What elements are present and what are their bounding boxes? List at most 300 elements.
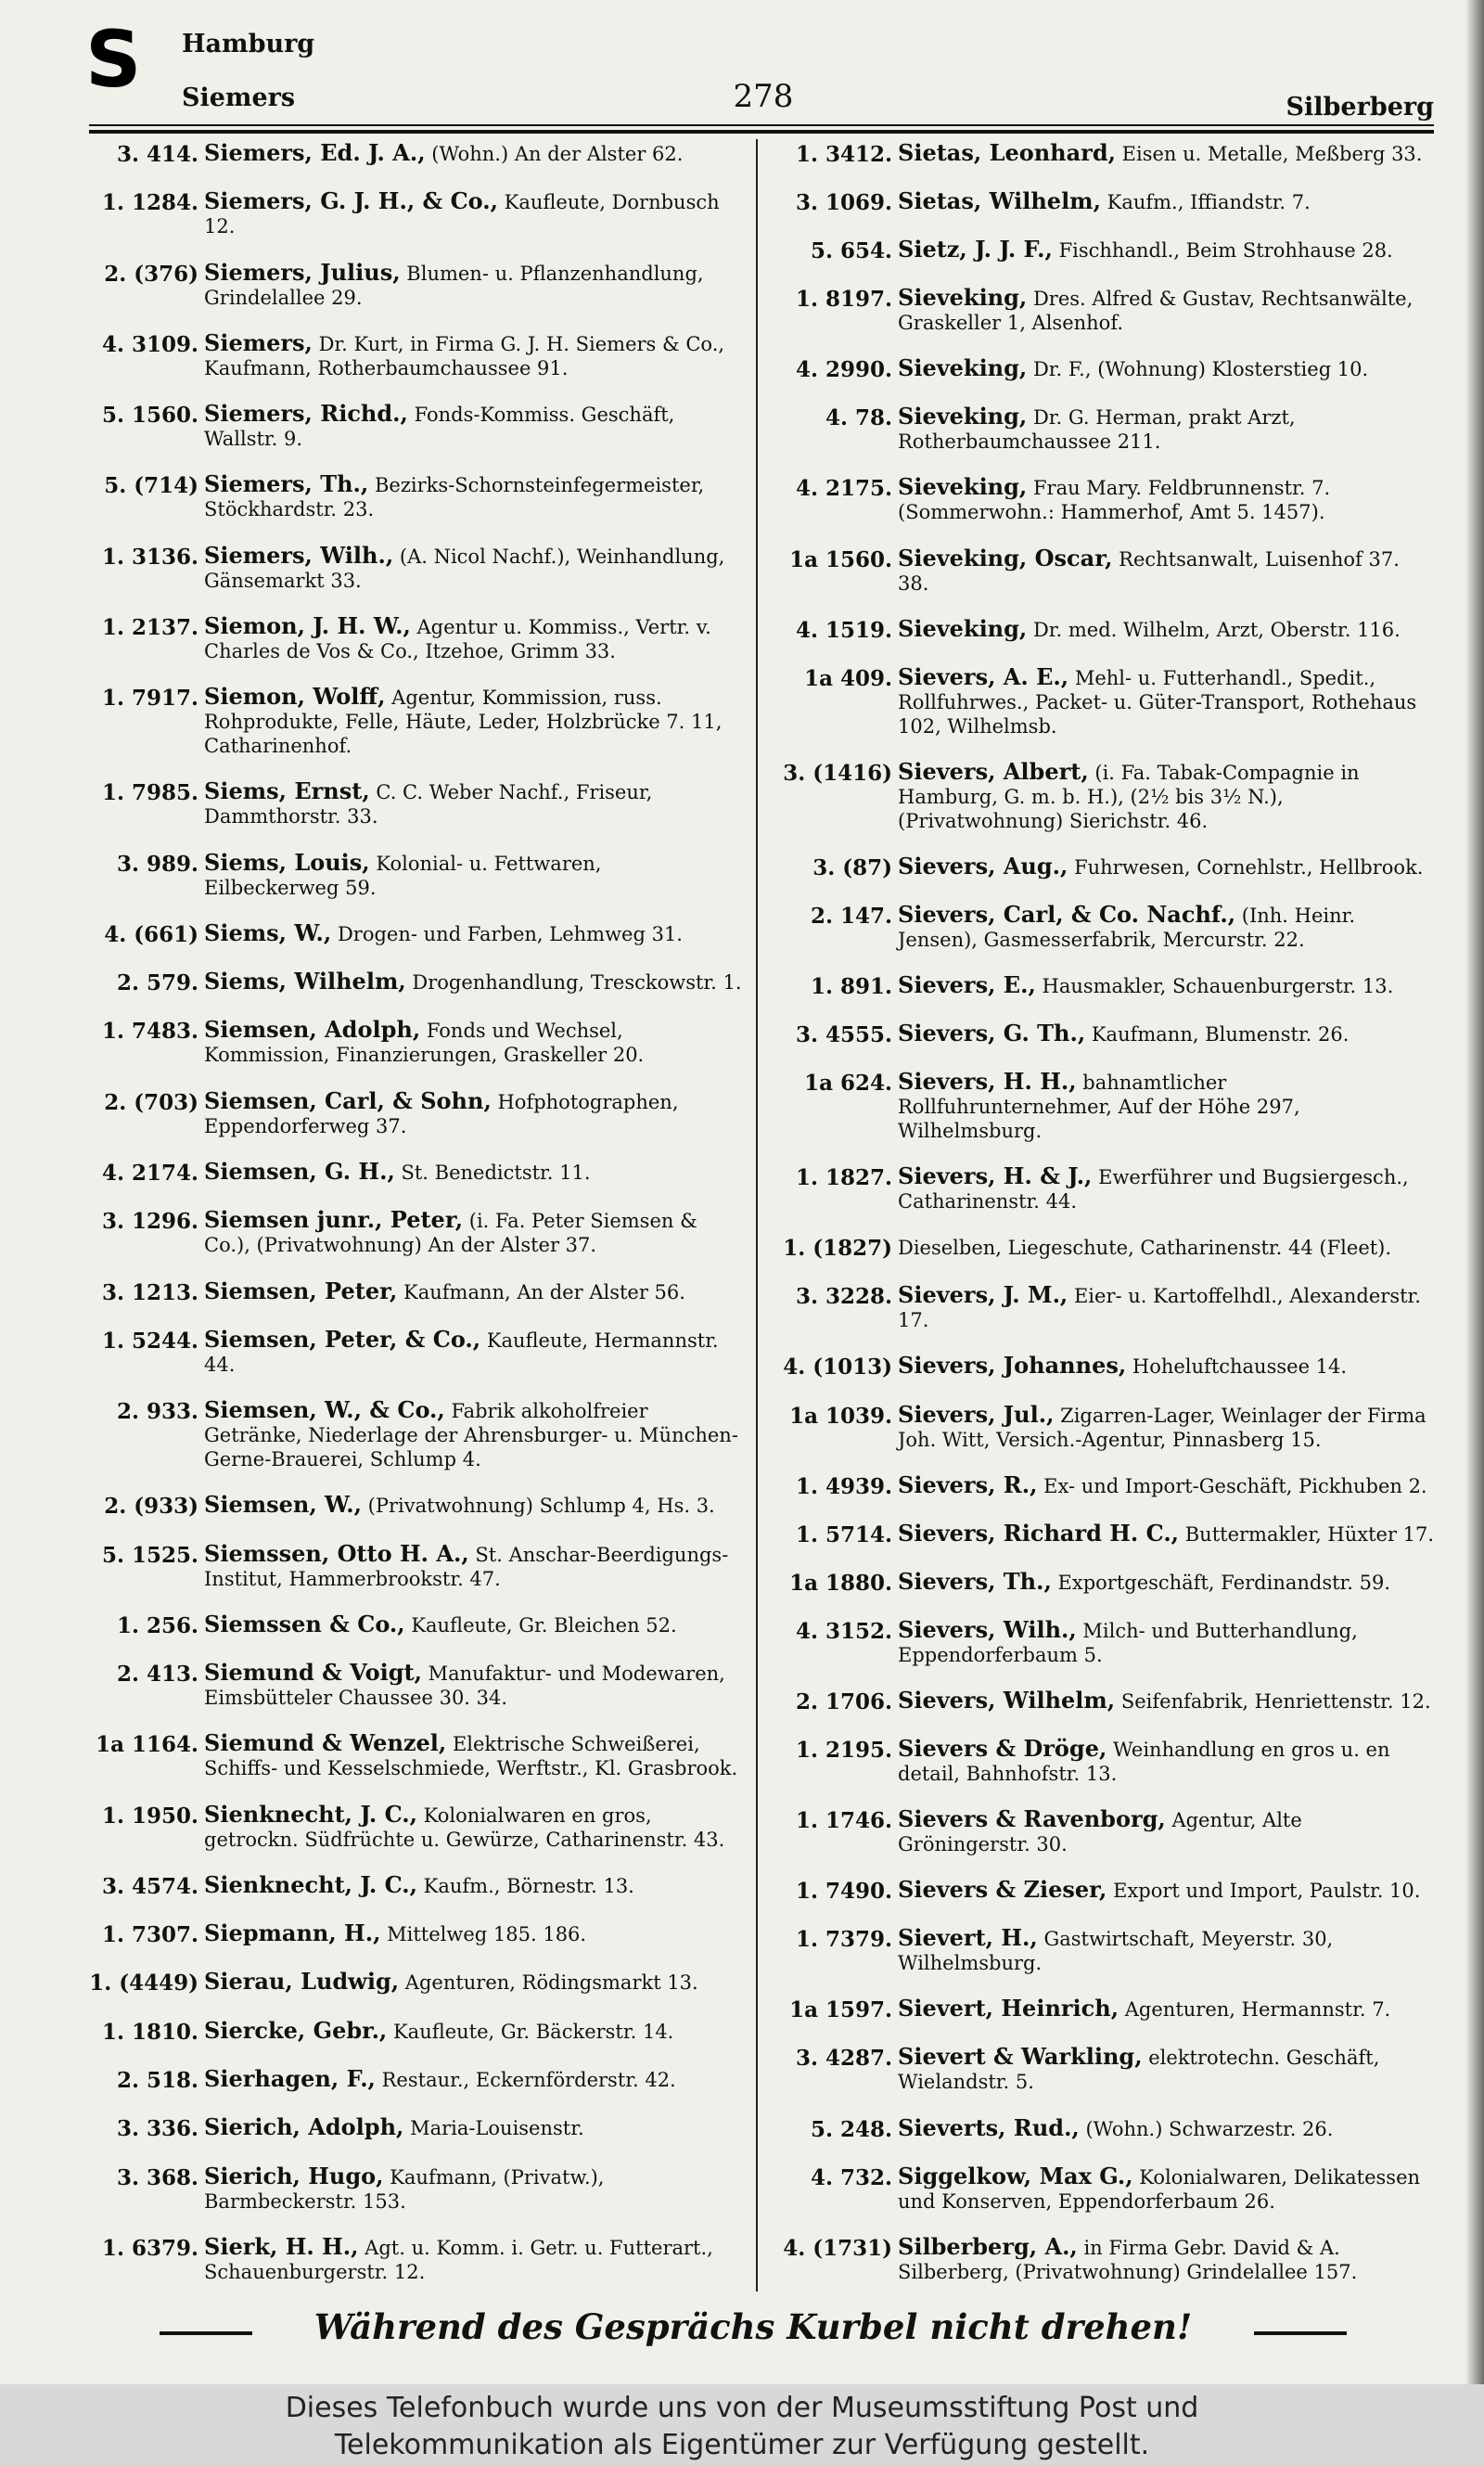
phone-number: 1. 7490. (795, 1879, 892, 1905)
phone-number: 2. (376) (104, 261, 198, 287)
phone-number: 1a 1164. (96, 1732, 198, 1758)
entry-text (898, 854, 1436, 879)
directory-entry (779, 1567, 1436, 1597)
directory-entry (779, 238, 1436, 264)
directory-entry (779, 614, 1436, 644)
phone-number: 1. 1827. (795, 1165, 892, 1191)
phone-number: 4. 1519. (795, 617, 892, 643)
column-divider (756, 139, 758, 2292)
entry-text (898, 1021, 1436, 1046)
subscriber-details: Fuhrwesen, Cornehlstr., Hellbrook. (1074, 855, 1424, 879)
credit-line-2: Telekommunikation als Eigentümer zur Verfügung gestellt. (334, 2429, 1150, 2461)
directory-entry (85, 2016, 742, 2046)
subscriber-name: Siemon, Wolff, (204, 683, 386, 711)
subscriber-name: Siemers, Th., (204, 470, 369, 498)
phone-number: 1a 1597. (789, 1997, 892, 2023)
subscriber-details: Kolonial- u. Fettwaren, Eilbeckerweg 59. (204, 852, 602, 899)
phone-number: 1. 5714. (795, 1521, 892, 1547)
subscriber-name: Siemsen, G. H., (204, 1157, 395, 1185)
entry-text (204, 1018, 742, 1067)
subscriber-details: Drogenhandlung, Tresckowstr. 1. (412, 971, 742, 995)
entry-text (898, 1996, 1436, 2022)
subscriber-details: Kolonialwaren, Delikatessen und Konserven, Eppendorferbaum 26. (898, 2165, 1421, 2213)
entry-text (898, 973, 1436, 998)
subscriber-name: Sievert, H., (898, 1924, 1038, 1952)
entry-text (898, 1470, 1436, 1498)
phone-number: 4. 732. (810, 2164, 892, 2190)
directory-entry (85, 1539, 742, 1591)
entry-text (898, 1567, 1436, 1595)
subscriber-details: (Wohn.) An der Alster 62. (431, 143, 684, 165)
entry-text (204, 1921, 742, 1946)
phone-number: 1. 891. (810, 974, 892, 1000)
page-edge-shadow (1465, 0, 1484, 2384)
entry-text (204, 189, 742, 238)
phone-number: 1. 4939. (795, 1473, 892, 1499)
subscriber-details: Seifenfabrik, Henriettenstr. 12. (1120, 1689, 1431, 1713)
subscriber-details: Kaufm., Börnestr. 13. (423, 1874, 634, 1897)
subscriber-name: Siems, Wilhelm, (204, 968, 406, 995)
entry-text (204, 611, 742, 663)
entry-text (898, 2164, 1436, 2214)
entry-text (898, 1164, 1436, 1213)
subscriber-name: Siemers, Richd., (204, 400, 408, 428)
subscriber-details: Milch- und Butterhandlung, Eppendorferbaum 5. (898, 1619, 1358, 1666)
phone-number: 2. 1706. (795, 1688, 892, 1714)
phone-number: 3. 368. (116, 2164, 198, 2190)
subscriber-details: St. Benedictstr. 11. (401, 1161, 591, 1184)
header-rule (89, 124, 1434, 126)
phone-number: 1a 1039. (789, 1403, 892, 1429)
subscriber-details: Rechtsanwalt, Luisenhof 37. 38. (898, 547, 1400, 595)
header-last-name: Silberberg (1286, 93, 1434, 122)
phone-number: 3. (1416) (783, 760, 892, 786)
phone-number: 3. 989. (116, 851, 198, 877)
entry-text (898, 286, 1436, 335)
subscriber-name: Siemsen, Peter, (204, 1277, 398, 1304)
entry-text (204, 918, 742, 946)
entry-text (898, 614, 1436, 642)
phone-number: 1a 409. (804, 665, 892, 691)
directory-entry (85, 1398, 742, 1471)
subscriber-name: Sievers & Zieser, (898, 1876, 1107, 1904)
entry-text (898, 1235, 1436, 1260)
subscriber-details: Kaufmann, (Privatw.), Barmbeckerstr. 153. (204, 2165, 605, 2213)
subscriber-name: Siemers, G. J. H., & Co., (204, 187, 498, 215)
subscriber-name: Sievers, R., (898, 1470, 1038, 1498)
subscriber-details: Gastwirtschaft, Meyerstr. 30, Wilhelmsburg. (898, 1928, 1334, 1975)
subscriber-name: Sieveking, Oscar, (898, 544, 1113, 571)
entry-text (898, 662, 1436, 738)
subscriber-details: Fischhandl., Beim Strohhause 28. (1058, 239, 1393, 263)
directory-entry (779, 662, 1436, 738)
phone-number: 3. 1296. (101, 1209, 198, 1235)
footer-slogan: Während des Gesprächs Kurbel nicht drehen! (313, 2306, 1193, 2347)
entry-text (898, 757, 1436, 833)
subscriber-name: Sietas, Wilhelm, (898, 187, 1101, 215)
subscriber-name: Sievers, Richard H. C., (898, 1519, 1180, 1547)
phone-number: 1. 7307. (101, 1922, 198, 1948)
subscriber-name: Sieveking, (898, 284, 1028, 312)
phone-number: 1. 3136. (101, 544, 198, 570)
subscriber-details: Exportgeschäft, Ferdinandstr. 59. (1057, 1571, 1391, 1594)
subscriber-details: elektrotechn. Geschäft, Wielandstr. 5. (898, 2047, 1380, 2094)
phone-number: 4. (1013) (783, 1354, 892, 1380)
subscriber-details: Agentur u. Kommiss., Vertr. v. Charles de Vos & Co., Itzehoe, Grimm 33. (204, 615, 711, 662)
directory-entry (779, 286, 1436, 335)
subscriber-details: (Privatwohnung) Schlump 4, Hs. 3. (367, 1495, 715, 1518)
directory-entry (779, 475, 1436, 524)
subscriber-name: Siemssen, Otto H. A., (204, 1539, 469, 1567)
directory-entry (85, 1493, 742, 1520)
subscriber-name: Sierau, Ludwig, (204, 1968, 400, 1996)
subscriber-name: Sievert & Warkling, (898, 2043, 1143, 2071)
entry-text (898, 1070, 1436, 1143)
phone-number: 4. (661) (104, 921, 198, 947)
entry-text (204, 1539, 742, 1591)
subscriber-name: Siemon, J. H. W., (204, 611, 411, 639)
phone-number: 5. (714) (104, 473, 198, 499)
subscriber-name: Sievers, H. & J., (898, 1162, 1093, 1190)
subscriber-name: Sievers, Wilh., (898, 1615, 1077, 1643)
subscriber-details: Agentur, Kommission, russ. Rohprodukte, Felle, Häute, Leder, Holzbrücke 7. 11, Catharinenhof. (204, 687, 723, 758)
entry-text (204, 541, 742, 593)
directory-entry (85, 611, 742, 663)
subscriber-name: Siemssen & Co., (204, 1610, 405, 1637)
phone-number: 5. 1525. (101, 1542, 198, 1568)
subscriber-details: Dr. G. Herman, prakt Arzt, Rotherbaumchaussee 211. (898, 406, 1296, 454)
subscriber-name: Sievers & Ravenborg, (898, 1805, 1166, 1833)
subscriber-name: Siemsen, W., (204, 1491, 362, 1519)
subscriber-name: Siercke, Gebr., (204, 2016, 388, 2044)
directory-entry (85, 1970, 742, 1996)
directory-entry (779, 1521, 1436, 1548)
subscriber-name: Siemers, Julius, (204, 258, 401, 286)
subscriber-details: Ewerführer und Bugsiergesch., Catharinenstr. 44. (898, 1166, 1409, 1213)
phone-number: 1. 7483. (101, 1019, 198, 1045)
entry-text (898, 141, 1436, 166)
subscriber-details: Mittelweg 185. 186. (387, 1923, 587, 1946)
phone-number: 1. 8197. (795, 287, 892, 313)
directory-entry (779, 1283, 1436, 1332)
directory-entry (85, 2232, 742, 2284)
phone-number: 3. (87) (812, 854, 892, 880)
subscriber-name: Siems, Louis, (204, 848, 370, 876)
subscriber-name: Sieveking, (898, 403, 1028, 430)
directory-entry (85, 1279, 742, 1306)
subscriber-name: Sienknecht, J. C., (204, 1870, 417, 1898)
entry-text (204, 1870, 742, 1898)
entry-text (898, 1521, 1436, 1547)
entry-text (204, 328, 742, 380)
subscriber-name: Sieverts, Rud., (898, 2113, 1080, 2141)
subscriber-details: Agt. u. Komm. i. Getr. u. Futterart., Schauenburgerstr. 12. (204, 2236, 713, 2283)
entry-text (204, 2115, 742, 2140)
subscriber-details: Zigarren-Lager, Weinlager der Firma Joh. Witt, Versich.-Agentur, Pinnasberg 15. (898, 1404, 1426, 1451)
subscriber-details: Blumen- u. Pflanzenhandlung, Grindelallee 29. (204, 262, 704, 309)
subscriber-name: Silberberg, A., (898, 2232, 1078, 2260)
directory-entry (85, 1325, 742, 1377)
directory-entry (85, 2115, 742, 2142)
subscriber-name: Sievers, E., (898, 971, 1036, 999)
directory-entry (779, 1878, 1436, 1905)
subscriber-name: Siemsen, Adolph, (204, 1016, 421, 1044)
subscriber-details: Restaur., Eckernförderstr. 42. (381, 2068, 676, 2091)
subscriber-details: Fonds-Kommiss. Geschäft, Wallstr. 9. (204, 404, 675, 451)
header-city: Hamburg (182, 30, 315, 58)
subscriber-details: Kaufleute, Hermannstr. 44. (204, 1329, 719, 1376)
subscriber-details: Eier- u. Kartoffelhdl., Alexanderstr. 17. (898, 1285, 1421, 1332)
subscriber-name: Siemund & Wenzel, (204, 1729, 447, 1757)
subscriber-details: Agenturen, Hermannstr. 7. (1124, 1998, 1391, 2022)
subscriber-name: Siemers, (204, 328, 313, 356)
subscriber-name: Sievers, J. M., (898, 1281, 1068, 1309)
entry-text (204, 1157, 742, 1185)
phone-number: 4. 2990. (795, 357, 892, 383)
subscriber-name: Sierich, Adolph, (204, 2113, 404, 2141)
phone-number: 1. 1950. (101, 1803, 198, 1829)
subscriber-name: Siemers, Ed. J. A., (204, 139, 426, 166)
directory-entry (85, 189, 742, 238)
phone-number: 4. 2175. (795, 476, 892, 502)
subscriber-details: Kaufm., Iffiandstr. 7. (1107, 191, 1311, 214)
directory-entry (779, 2164, 1436, 2214)
directory-entry (85, 1921, 742, 1948)
subscriber-name: Sievers, G. Th., (898, 1020, 1086, 1047)
directory-entry (85, 848, 742, 900)
phone-number: 1. (4449) (89, 1971, 198, 1996)
subscriber-details: (A. Nicol Nachf.), Weinhandlung, Gänsemarkt 33. (204, 545, 725, 592)
subscriber-name: Siemers, Wilh., (204, 541, 394, 569)
phone-number: 5. 1560. (101, 403, 198, 429)
phone-number: 1. 7985. (101, 780, 198, 806)
entry-text (898, 356, 1436, 381)
phone-number: 4. 2174. (101, 1160, 198, 1186)
subscriber-name: Sierhagen, F., (204, 2064, 376, 2092)
subscriber-details: Frau Mary. Feldbrunnenstr. 7. (Sommerwohn.: Hammerhof, Amt 5. 1457). (898, 477, 1331, 524)
entry-text (204, 1612, 742, 1637)
entry-text (204, 1208, 742, 1257)
subscriber-name: Sievers, Carl, & Co. Nachf., (898, 900, 1236, 928)
phone-number: 1. 2195. (795, 1738, 892, 1764)
subscriber-name: Siems, W., (204, 918, 332, 946)
entry-text (204, 1731, 742, 1780)
subscriber-name: Sievers, Wilhelm, (898, 1686, 1116, 1714)
entry-text (898, 404, 1436, 454)
directory-entry (85, 1731, 742, 1780)
phone-number: 1. 7917. (101, 686, 198, 712)
entry-text (898, 2113, 1436, 2141)
subscriber-name: Sietz, J. J. F., (898, 236, 1053, 263)
subscriber-details: Agentur, Alte Gröningerstr. 30. (898, 1809, 1302, 1856)
subscriber-details: Hausmakler, Schauenburgerstr. 13. (1042, 975, 1394, 998)
directory-entry (779, 1070, 1436, 1143)
directory-entry (779, 546, 1436, 596)
subscriber-name: Siggelkow, Max G., (898, 2162, 1133, 2189)
subscriber-name: Sievers & Dröge, (898, 1735, 1107, 1763)
entry-text (204, 779, 742, 828)
directory-entry (85, 1661, 742, 1710)
phone-number: 3. 4555. (795, 1022, 892, 1048)
directory-entry (85, 1157, 742, 1187)
directory-entry (779, 404, 1436, 454)
directory-entry (85, 1800, 742, 1852)
entry-text (204, 1279, 742, 1304)
phone-number: 1. 1746. (795, 1808, 892, 1834)
entry-text (204, 685, 742, 758)
subscriber-name: Sievers, Johannes, (898, 1352, 1127, 1380)
subscriber-details: Mehl- u. Futterhandl., Spedit., Rollfuhrwes., Packet- u. Güter-Transport, Rothehaus 102, Wilhelmsb. (898, 666, 1417, 738)
directory-entry (779, 2113, 1436, 2143)
phone-number: 1. 5244. (101, 1328, 198, 1354)
subscriber-details: Kaufleute, Gr. Bäckerstr. 14. (392, 2020, 674, 2043)
entry-text (898, 475, 1436, 524)
phone-number: 3. 414. (116, 142, 198, 167)
subscriber-name: Sievert, Heinrich, (898, 1995, 1119, 2022)
directory-entry (779, 1021, 1436, 1048)
entry-text (204, 1800, 742, 1852)
subscriber-name: Sievers, H. H., (898, 1068, 1077, 1096)
directory-entry (779, 1926, 1436, 1975)
directory-entry (85, 258, 742, 310)
entry-text (898, 238, 1436, 263)
phone-number: 2. 147. (810, 903, 892, 929)
phone-number: 3. 336. (116, 2116, 198, 2142)
header-first-name: Siemers (182, 83, 296, 112)
phone-number: 2. 518. (116, 2067, 198, 2093)
subscriber-name: Sievers, Aug., (898, 852, 1068, 879)
directory-entry (85, 685, 742, 758)
subscriber-details: St. Anschar-Beerdigungs-Institut, Hammerbrookstr. 47. (204, 1543, 729, 1590)
subscriber-details: Eisen u. Metalle, Meßberg 33. (1121, 143, 1423, 165)
subscriber-details: Dieselben, Liegeschute, Catharinenstr. 44 (Fleet). (898, 1237, 1392, 1260)
phone-number: 4. 3109. (101, 331, 198, 357)
entry-text (204, 258, 742, 310)
subscriber-name: Siemsen, W., & Co., (204, 1396, 445, 1424)
directory-entry (85, 1870, 742, 1900)
entry-text (204, 1661, 742, 1710)
entry-text (204, 402, 742, 451)
directory-entry (779, 189, 1436, 216)
directory-entry (779, 1164, 1436, 1213)
entry-text (898, 1737, 1436, 1786)
entry-text (898, 546, 1436, 596)
entry-text (898, 1926, 1436, 1975)
phone-number: 2. (933) (104, 1494, 198, 1520)
entry-text (204, 1493, 742, 1518)
subscriber-details: Kaufleute, Gr. Bleichen 52. (411, 1613, 677, 1637)
subscriber-details: Kaufmann, An der Alster 56. (403, 1280, 685, 1303)
subscriber-details: Ex- und Import-Geschäft, Pickhuben 2. (1043, 1474, 1427, 1497)
entry-text (898, 2045, 1436, 2094)
subscriber-details: (Inh. Heinr. Jensen), Gasmesserfabrik, Mercurstr. 22. (898, 904, 1356, 951)
subscriber-details: Drogen- und Farben, Lehmweg 31. (337, 922, 683, 945)
entry-text (204, 2064, 742, 2092)
directory-entry (779, 1354, 1436, 1380)
header-rule-thick (89, 130, 1434, 134)
subscriber-details: Maria-Louisenstr. (410, 2117, 584, 2140)
phone-number: 4. 78. (825, 405, 892, 431)
directory-entry (779, 356, 1436, 383)
phone-number: 2. 579. (116, 970, 198, 996)
subscriber-details: (i. Fa. Peter Siemsen & Co.), (Privatwohnung) An der Alster 37. (204, 1210, 697, 1257)
phone-number: 1a 624. (804, 1071, 892, 1097)
subscriber-name: Siepmann, H., (204, 1919, 381, 1947)
directory-entry (85, 1018, 742, 1067)
directory-entry (85, 402, 742, 451)
directory-entry (779, 2232, 1436, 2284)
subscriber-details: Weinhandlung en gros u. en detail, Bahnhofstr. 13. (898, 1739, 1390, 1786)
directory-entry (779, 2045, 1436, 2094)
entry-text (898, 1878, 1436, 1903)
directory-entry (779, 1996, 1436, 2023)
subscriber-details: Dr. F., (Wohnung) Klosterstieg 10. (1032, 358, 1369, 381)
subscriber-name: Siems, Ernst, (204, 777, 370, 805)
directory-entry (85, 969, 742, 996)
subscriber-details: Kolonialwaren en gros, getrockn. Südfrüchte u. Gewürze, Catharinenstr. 43. (204, 1804, 725, 1851)
subscriber-name: Siemsen junr., Peter, (204, 1206, 464, 1234)
directory-entry (85, 2164, 742, 2214)
footer-rule-left (160, 2331, 252, 2335)
phone-number: 3. 4574. (101, 1873, 198, 1899)
right-column (779, 141, 1436, 2284)
subscriber-name: Siemsen, Peter, & Co., (204, 1325, 481, 1353)
directory-entry (85, 472, 742, 521)
entry-text (898, 1807, 1436, 1856)
subscriber-details: Dr. med. Wilhelm, Arzt, Oberstr. 116. (1032, 618, 1401, 641)
subscriber-details: Dres. Alfred & Gustav, Rechtsanwälte, Graskeller 1, Alsenhof. (898, 288, 1414, 335)
entry-text (898, 900, 1436, 952)
entry-text (204, 472, 742, 521)
directory-entry (779, 757, 1436, 833)
directory-entry (779, 1688, 1436, 1715)
credit-line-1: Dieses Telefonbuch wurde uns von der Museumsstiftung Post und (285, 2392, 1199, 2424)
subscriber-details: in Firma Gebr. David & A. Silberberg, (Privatwohnung) Grindelallee 157. (898, 2236, 1358, 2283)
directory-entry (779, 900, 1436, 952)
phone-number: 3. 4287. (795, 2046, 892, 2072)
directory-entry (85, 541, 742, 593)
subscriber-details: Hofphotographen, Eppendorferweg 37. (204, 1090, 679, 1137)
entry-text (898, 1688, 1436, 1714)
phone-number: 3. 1069. (795, 190, 892, 216)
entry-text (204, 969, 742, 995)
subscriber-details: Bezirks-Schornsteinfegermeister, Stöckhardstr. 23. (204, 474, 705, 521)
phone-number: 1. 3412. (795, 142, 892, 167)
entry-text (898, 1283, 1436, 1332)
directory-entry (779, 973, 1436, 1000)
directory-entry (779, 1615, 1436, 1667)
entry-text (898, 189, 1436, 214)
phone-number: 1a 1560. (789, 546, 892, 572)
section-letter: S (85, 14, 142, 105)
subscriber-details: Elektrische Schweißerei, Schiffs- und Kesselschmiede, Werftstr., Kl. Grasbrook. (204, 1733, 738, 1780)
subscriber-details: Fabrik alkoholfreier Getränke, Niederlage der Ahrensburger- u. München-Gerne-Brauerei, Schlump 4. (204, 1400, 738, 1471)
phone-number: 4. (1731) (783, 2235, 892, 2261)
directory-entry (779, 1400, 1436, 1452)
phone-number: 2. (703) (104, 1089, 198, 1115)
phone-number: 1a 1880. (789, 1570, 892, 1596)
subscriber-name: Siemund & Voigt, (204, 1659, 422, 1687)
phone-number: 2. 933. (116, 1399, 198, 1425)
directory-entry (779, 141, 1436, 168)
subscriber-details: Fonds und Wechsel, Kommission, Finanzierungen, Graskeller 20. (204, 1020, 645, 1067)
phone-number: 5. 654. (810, 238, 892, 264)
directory-entry (779, 1470, 1436, 1500)
directory-entry (85, 1208, 742, 1257)
entry-text (204, 848, 742, 900)
entry-text (898, 1354, 1436, 1379)
directory-entry (779, 1807, 1436, 1856)
